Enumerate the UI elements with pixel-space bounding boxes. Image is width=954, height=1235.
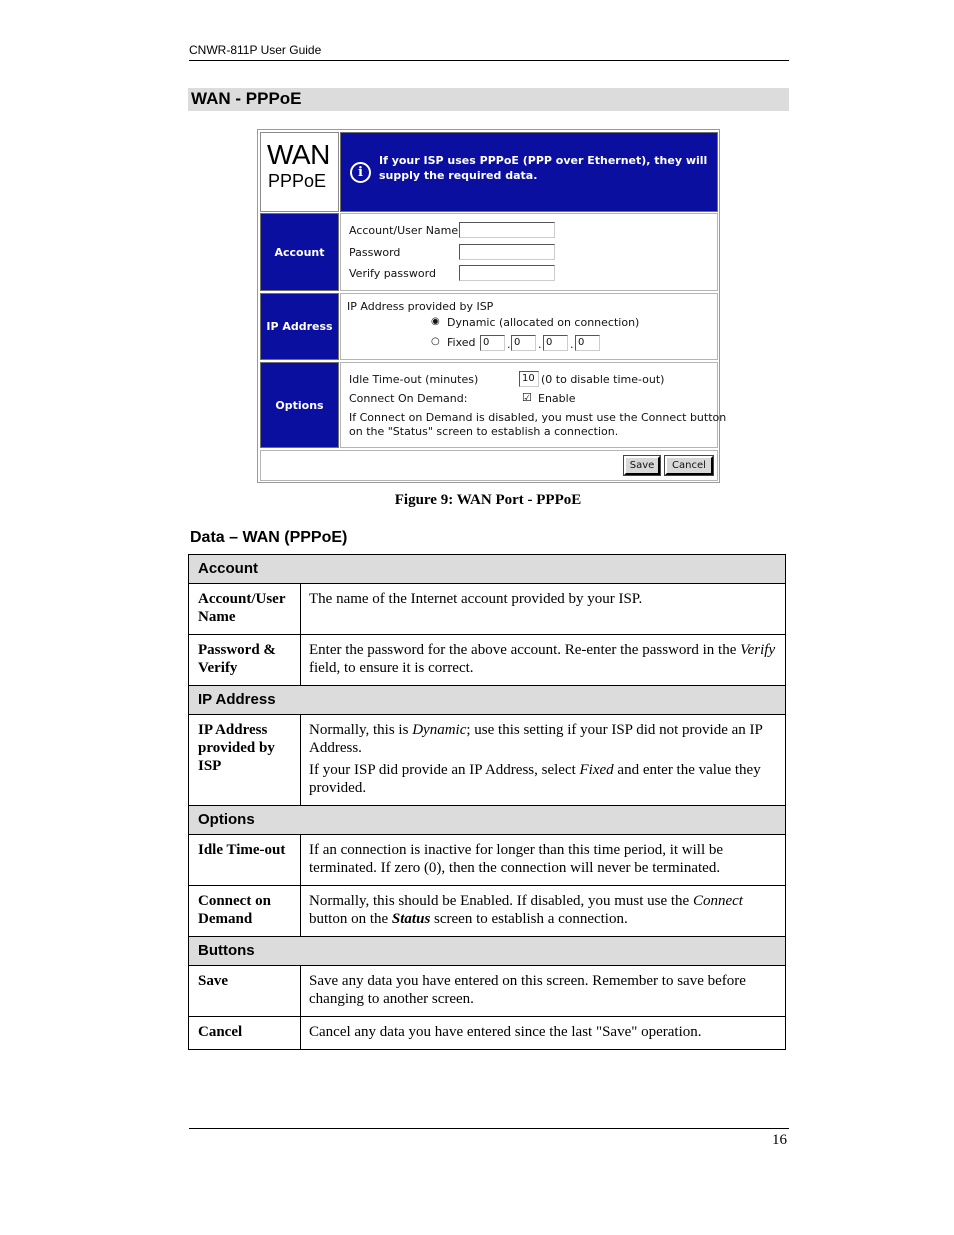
- user-name-input[interactable]: [459, 222, 555, 238]
- figure-save-button[interactable]: Save: [624, 456, 660, 475]
- brand-panel: [260, 132, 339, 212]
- options-panel: [340, 362, 727, 448]
- idle-timeout-input[interactable]: 10: [519, 371, 539, 387]
- figure-cancel-button[interactable]: Cancel: [665, 456, 713, 475]
- ip-octet-1-input[interactable]: 0: [480, 335, 505, 351]
- dynamic-radio[interactable]: ◉: [431, 316, 440, 327]
- idle-timeout-label: Idle Time-out (minutes): [349, 373, 479, 386]
- table-row: [189, 715, 786, 806]
- account-side-label: Account: [260, 213, 339, 291]
- idle-timeout-desc: If an connection is inactive for longer than this time period, it will be terminated. If zero (0), then the connection will never be terminated.: [301, 835, 786, 886]
- account-user-name-term: Account/User Name: [189, 584, 301, 635]
- connect-on-demand-term: Connect on Demand: [189, 886, 301, 937]
- table-row: [189, 886, 786, 937]
- idle-timeout-term: Idle Time-out: [189, 835, 301, 886]
- cancel-term: Cancel: [189, 1017, 301, 1050]
- password-desc: Enter the password for the above account. Re-enter the password in the Verify field, to ensure it is correct.: [301, 635, 786, 686]
- enable-checkbox[interactable]: ☑: [522, 391, 532, 404]
- verify-password-label: Verify password: [349, 267, 436, 280]
- user-name-label: Account/User Name: [349, 224, 459, 237]
- footer-rule: [189, 1128, 789, 1129]
- figure-caption: Figure 9: WAN Port - PPPoE: [394, 492, 582, 508]
- enable-label: Enable: [538, 392, 576, 405]
- cod-note-line-1: If Connect on Demand is disabled, you must use the Connect button: [349, 411, 727, 424]
- ip-address-panel: [340, 293, 718, 360]
- data-table: [188, 554, 786, 1050]
- save-term: Save: [189, 966, 301, 1017]
- ip-provided-label: IP Address provided by ISP: [347, 300, 494, 313]
- cancel-desc: Cancel any data you have entered since the last "Save" operation.: [301, 1017, 786, 1050]
- table-row: [189, 635, 786, 686]
- ip-address-side-label: IP Address: [260, 293, 339, 360]
- button-bar: [260, 450, 718, 481]
- ip-section-header: IP Address: [189, 686, 786, 715]
- password-input[interactable]: [459, 244, 555, 260]
- ip-octet-2-input[interactable]: 0: [511, 335, 536, 351]
- section-title: WAN - PPPoE: [191, 89, 302, 108]
- table-row: [189, 966, 786, 1017]
- wan-pppoe-screenshot: [257, 129, 727, 483]
- ip-octet-3-input[interactable]: 0: [543, 335, 568, 351]
- ip-dot: .: [507, 338, 511, 351]
- account-panel: [340, 213, 718, 291]
- account-user-name-desc: The name of the Internet account provided by your ISP.: [301, 584, 786, 635]
- guide-title: CNWR-811P User Guide: [189, 43, 322, 57]
- cod-note-line-2: on the "Status" screen to establish a connection.: [349, 425, 619, 438]
- options-section-header: Options: [189, 806, 786, 835]
- password-term: Password & Verify: [189, 635, 301, 686]
- table-row: [189, 584, 786, 635]
- fixed-radio[interactable]: ○: [431, 336, 440, 347]
- verify-password-input[interactable]: [459, 265, 555, 281]
- table-row: [189, 1017, 786, 1050]
- ip-dot: .: [538, 338, 542, 351]
- ip-term: IP Address provided by ISP: [189, 715, 301, 806]
- brand-wan: WAN: [267, 139, 330, 170]
- header-rule: [189, 60, 789, 61]
- brand-pppoe: PPPoE: [268, 171, 327, 191]
- dynamic-label: Dynamic (allocated on connection): [447, 316, 640, 329]
- buttons-section-header: Buttons: [189, 937, 786, 966]
- ip-desc: Normally, this is Dynamic; use this setting if your ISP did not provide an IP Address. If your ISP did provide an IP Address, select Fixed and enter the value they provided.: [301, 715, 786, 806]
- table-row: [189, 835, 786, 886]
- connect-on-demand-desc: Normally, this should be Enabled. If disabled, you must use the Connect button on the Status screen to establish a connection.: [301, 886, 786, 937]
- data-title: Data – WAN (PPPoE): [190, 529, 348, 546]
- info-banner: [340, 132, 718, 212]
- password-label: Password: [349, 246, 401, 259]
- idle-timeout-hint: (0 to disable time-out): [541, 373, 665, 386]
- options-side-label: Options: [260, 362, 339, 448]
- fixed-label: Fixed: [447, 336, 476, 349]
- connect-on-demand-label: Connect On Demand:: [349, 392, 468, 405]
- account-section-header: Account: [189, 555, 786, 584]
- page-number: 16: [772, 1132, 787, 1148]
- info-message: If your ISP uses PPPoE (PPP over Ethernet), they will supply the required data.: [379, 154, 708, 182]
- ip-dot: .: [570, 338, 574, 351]
- save-desc: Save any data you have entered on this screen. Remember to save before changing to another screen.: [301, 966, 786, 1017]
- ip-octet-4-input[interactable]: 0: [575, 335, 600, 351]
- info-icon: i: [350, 162, 371, 183]
